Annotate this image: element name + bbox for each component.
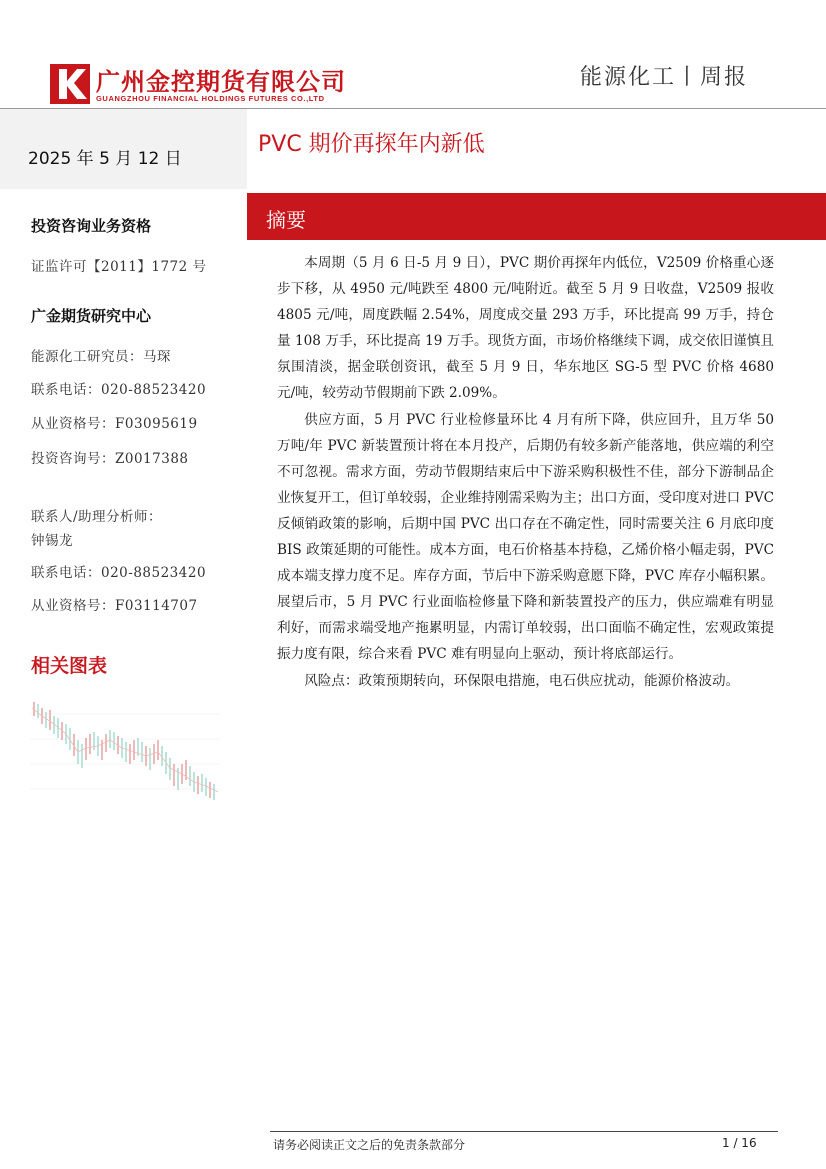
license-number: 证监许可【2011】1772 号 (31, 259, 207, 275)
company-name-cn: 广州金控期货有限公司 (96, 68, 346, 96)
researcher: 能源化工研究员：马琛 (31, 349, 171, 365)
footer-divider (270, 1131, 778, 1132)
report-type: 能源化工丨周报 (579, 65, 748, 90)
contact-name: 钟锡龙 (31, 533, 73, 549)
researcher-consult-number: 投资咨询号：Z0017388 (31, 451, 189, 467)
footer-disclaimer: 请务必阅读正文之后的免责条款部分 (273, 1138, 466, 1152)
summary-paragraph-fundamentals: 供应方面，5 月 PVC 行业检修量环比 4 月有所下降，供应回升，且万华 50 万吨/年 PVC 新装置预计将在本月投产，后期仍有较多新产能落地，供应端的利空不可忽视。需求方面，劳动节假期结束后中下游采购积极性不佳，部分下游制品企业恢复开工，但订单较弱，企业维持刚需采购为主；出口方面，受印度对进口 PVC 反倾销政策的影响，后期中国 PVC 出口存在不确定性，同时需要关注 6 月底印度 BIS 政策延期的可能性。成本方面，电石价格基本持稳，乙烯价格小幅走弱，PVC 成本端支撑力度不足。库存方面，节后中下游采购意愿下降，PVC 库存小幅积累。展望后市，5 月 PVC 行业面临检修量下降和新装置投产的压力，供应端难有明显利好，而需求端受地产拖累明显，内需订单较弱，出口面临不确定性，宏观政策提振力度有限，综合来看 PVC 难有明显向上驱动，预计将底部运行。 (277, 411, 774, 663)
summary-heading: 摘要 (266, 208, 306, 232)
page-number: 1 / 16 (722, 1136, 757, 1150)
company-name-en: GUANGZHOU FINANCIAL HOLDINGS FUTURES CO.,LTD (96, 94, 325, 103)
contact-phone: 联系电话：020-88523420 (31, 565, 207, 581)
qualification-heading: 投资咨询业务资格 (31, 217, 152, 235)
researcher-qualification: 从业资格号：F03095619 (31, 416, 198, 432)
researcher-phone: 联系电话：020-88523420 (31, 382, 207, 398)
related-charts-heading: 相关图表 (31, 655, 108, 677)
price-chart-thumbnail-icon (30, 694, 220, 804)
summary-paragraph-market: 本周期（5 月 6 日-5 月 9 日），PVC 期价再探年内低位，V2509 价格重心逐步下移，从 4950 元/吨跌至 4800 元/吨附近。截至 5 月 9 日收盘，V2509 报收 4805 元/吨，周度跌幅 2.54%，周度成交量 293 万手，环比提高 99 万手，持仓量 108 万手，环比提高 19 万手。现货方面，市场价格继续下调，成交依旧谨慎且氛围清淡，据金联创资讯，截至 5 月 9 日，华东地区 SG-5 型 PVC 价格 4680 元/吨，较劳动节假期前下跌 2.09%。 (277, 255, 774, 402)
research-center-heading: 广金期货研究中心 (31, 307, 152, 325)
summary-body (277, 250, 774, 694)
contact-qualification: 从业资格号：F03114707 (31, 598, 198, 614)
contact-label: 联系人/助理分析师： (31, 509, 163, 525)
summary-banner (247, 193, 826, 240)
report-title: PVC 期价再探年内新低 (258, 132, 485, 157)
report-date: 2025 年 5 月 12 日 (28, 149, 182, 169)
summary-paragraph-risks: 风险点：政策预期转向，环保限电措施，电石供应扰动，能源价格波动。 (304, 672, 740, 689)
company-logo-icon (50, 64, 90, 104)
